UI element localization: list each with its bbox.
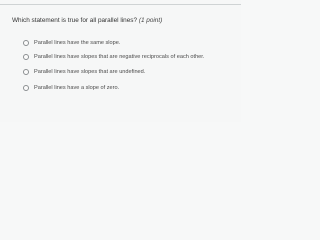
answer-option-2[interactable]	[23, 53, 204, 61]
answer-option-label: Parallel lines have the same slope.	[34, 40, 121, 46]
radio-button[interactable]	[23, 54, 29, 60]
question-points: (1 point)	[138, 17, 163, 24]
answer-option-1[interactable]	[23, 39, 120, 47]
radio-button[interactable]	[23, 85, 29, 91]
question-text: Which statement is true for all parallel lines?	[12, 17, 138, 24]
answer-option-3[interactable]	[23, 68, 145, 76]
answer-option-label: Parallel lines have a slope of zero.	[34, 85, 120, 91]
divider	[0, 4, 241, 5]
question-prompt	[12, 17, 162, 25]
radio-button[interactable]	[23, 40, 29, 46]
radio-button[interactable]	[23, 69, 29, 75]
answer-option-4[interactable]	[23, 84, 119, 92]
quiz-page	[0, 0, 241, 122]
answer-option-label: Parallel lines have slopes that are negative reciprocals of each other.	[34, 54, 205, 60]
answer-option-label: Parallel lines have slopes that are undefined.	[34, 69, 146, 75]
